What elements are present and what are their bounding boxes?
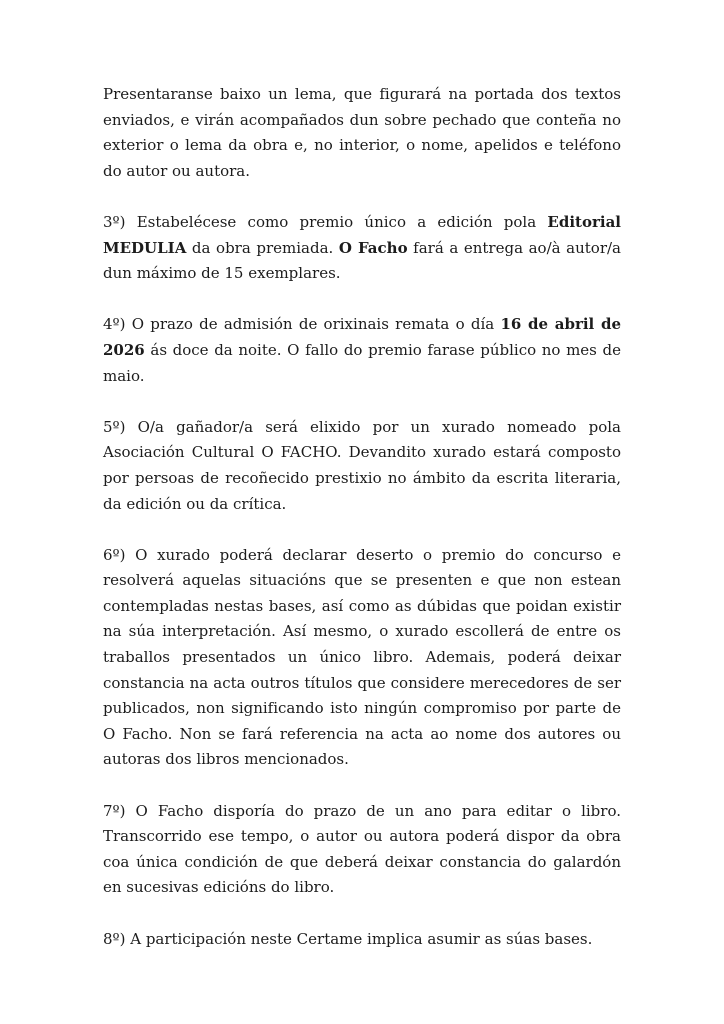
clause-6 (103, 543, 621, 773)
clause-4 (103, 312, 621, 389)
paragraph-presentation (103, 82, 621, 184)
clause-5 (103, 415, 621, 517)
clause-7 (103, 799, 621, 901)
paragraph-text-segment: 3º) Estabelécese como premio único a edición pola (103, 212, 548, 231)
paragraph-text-segment: Presentaranse baixo un lema, que figurará na portada dos textos enviados, e virán acompañados dun sobre pechado que conteña no exterior o lema da obra e, no interior, o nome, apelidos e teléfono do autor ou autora. (103, 85, 621, 180)
paragraph-text-segment: fará a entrega ao/à autor/a dun máximo de 15 exemplares. (103, 238, 621, 283)
document-body (103, 82, 621, 952)
paragraph-text-segment: 6º) O xurado poderá declarar deserto o premio do concurso e resolverá aquelas situacións que se presenten e que non estean contempladas nestas bases, así como as dúbidas que poidan existir na súa interpretación. Así mesmo, o xurado escollerá de entre os traballos presentados un único libro. Ademais, poderá deixar constancia na acta outros títulos que considere merecedores de ser publicados, non significando isto ningún compromiso por parte de O Facho. Non se fará referencia na acta ao nome dos autores ou autoras dos libros mencionados. (103, 545, 621, 769)
bold-o-facho: O Facho (338, 238, 408, 257)
paragraph-text-segment: 8º) A participación neste Certame implica asumir as súas bases. (103, 929, 593, 948)
clause-8 (103, 927, 621, 953)
bold-editorial-medulia: Editorial MEDULIA (103, 212, 621, 257)
paragraph-text-segment: da obra premiada. (186, 238, 339, 257)
bold-deadline-date: 16 de abril de 2026 (103, 315, 621, 359)
paragraph-text-segment: 4º) O prazo de admisión de orixinais remata o día (103, 315, 501, 334)
paragraph-text-segment: ás doce da noite. O fallo do premio farase público no mes de maio. (103, 340, 621, 385)
clause-3 (103, 210, 621, 287)
paragraph-text-segment: 5º) O/a gañador/a será elixido por un xurado nomeado pola Asociación Cultural O FACHO. Devandito xurado estará composto por persoas de recoñecido prestixio no ámbito da escrita literaria, da edición ou da crítica. (103, 417, 621, 513)
paragraph-text-segment: 7º) O Facho disporía do prazo de un ano para editar o libro. Transcorrido ese tempo, o autor ou autora poderá dispor da obra coa única condición de que deberá deixar constancia do galardón en sucesivas edicións do libro. (103, 801, 621, 897)
